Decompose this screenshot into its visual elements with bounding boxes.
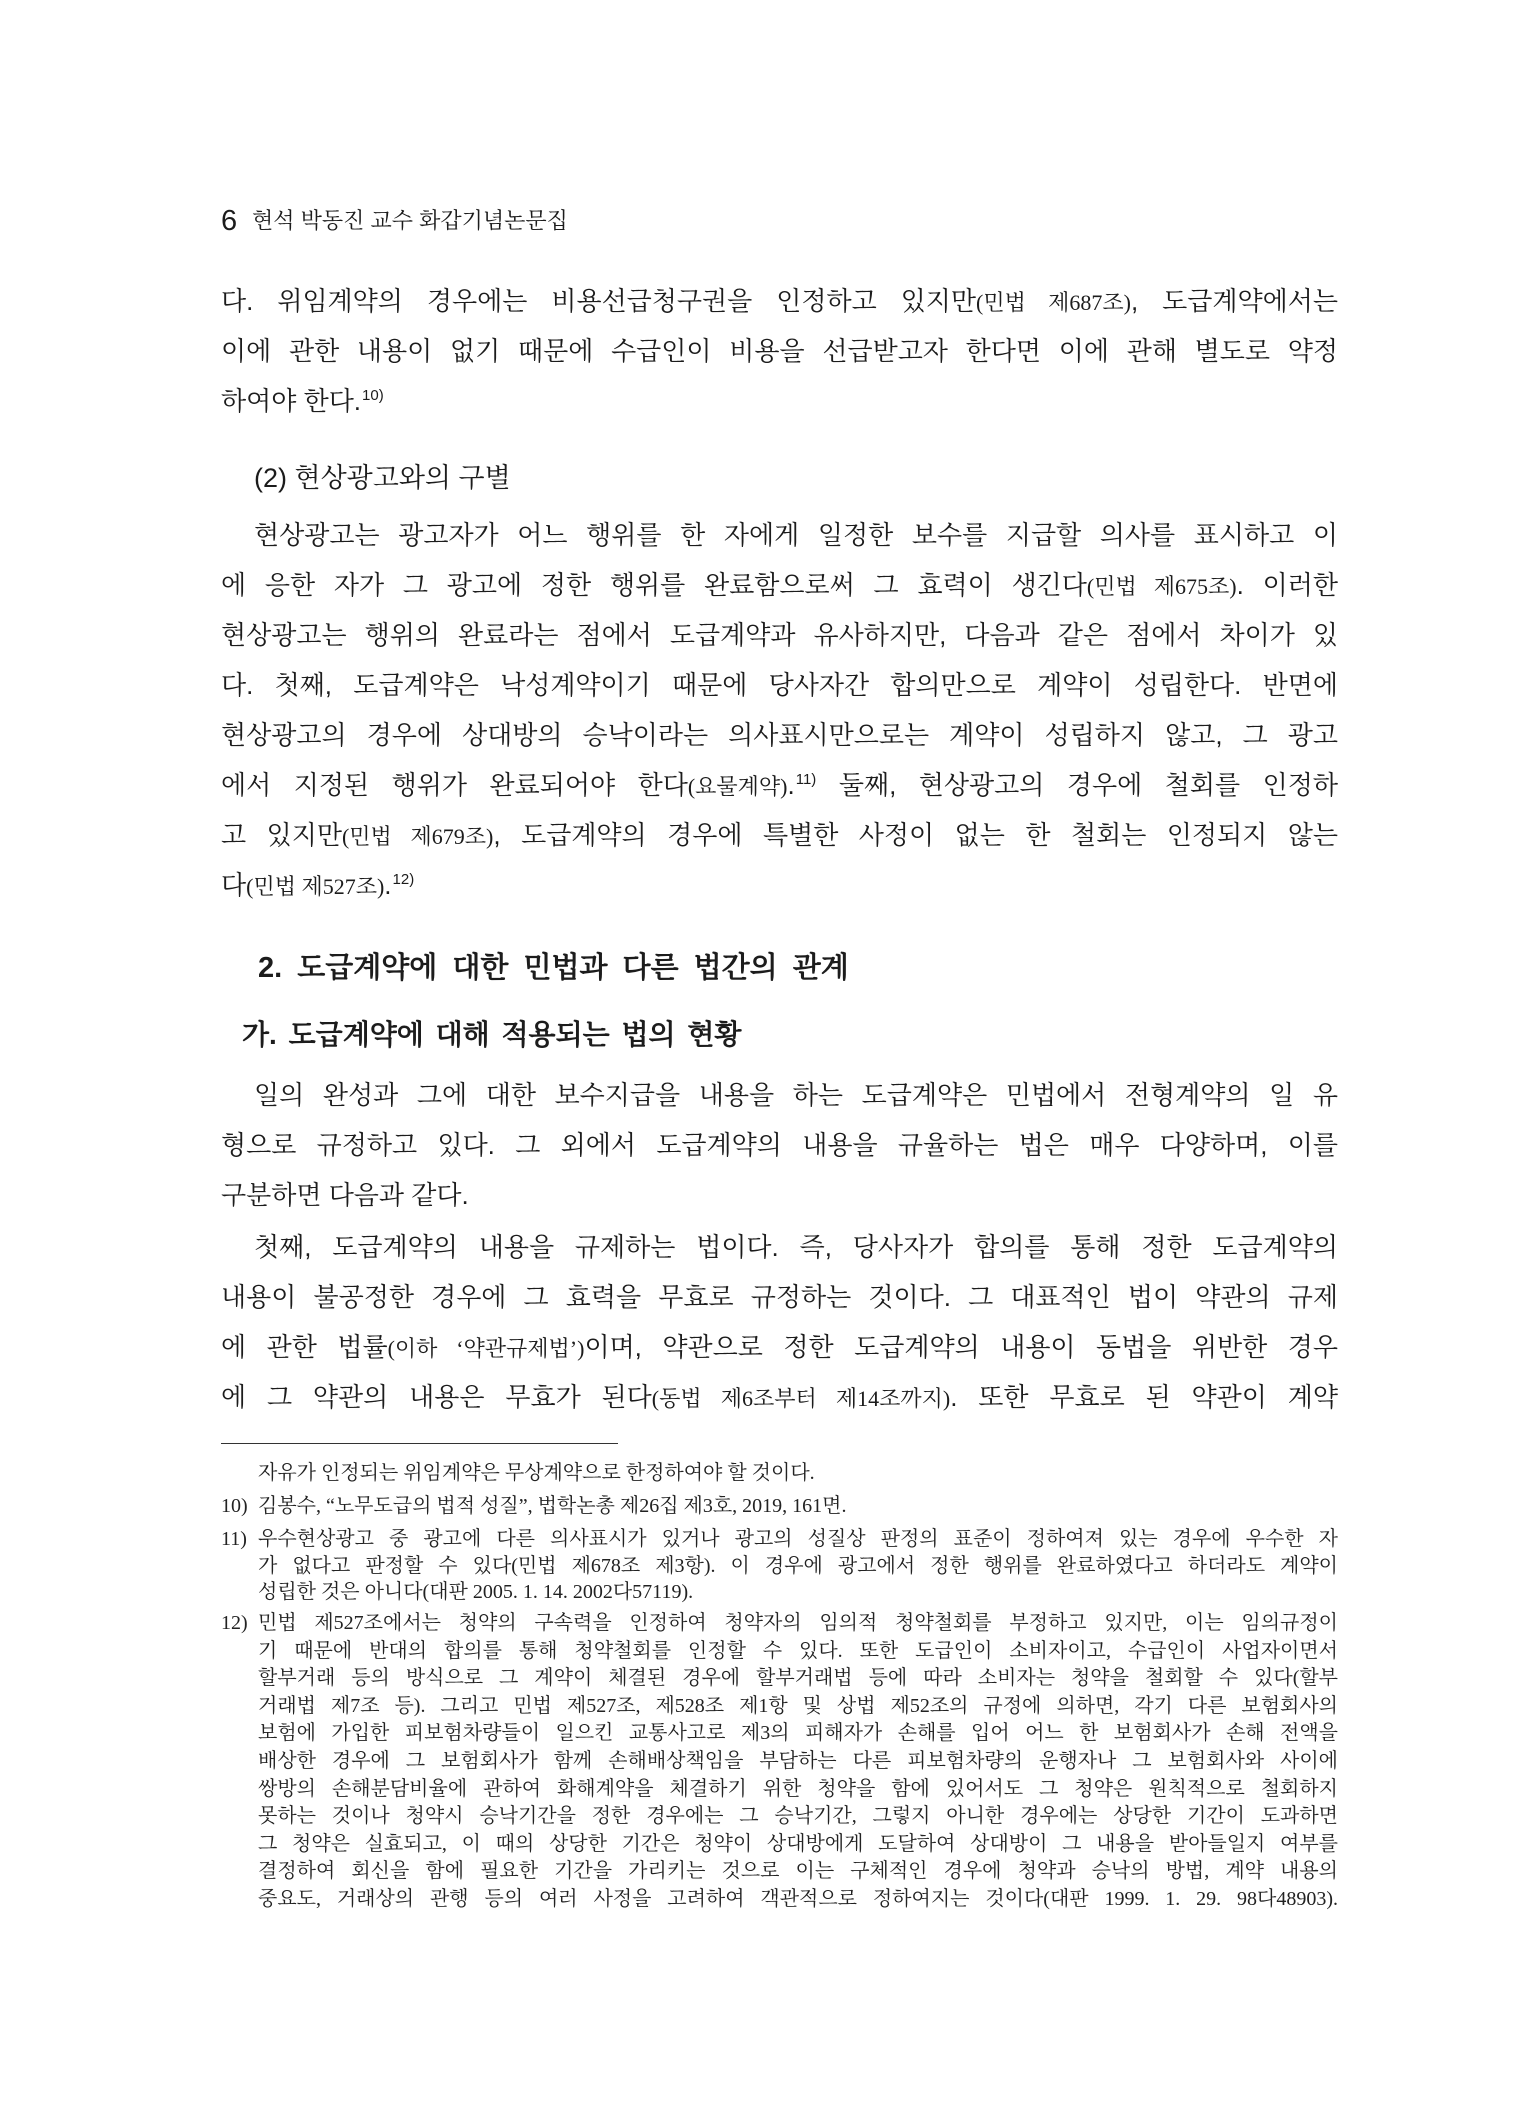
footnote-line: 가 없다고 판정할 수 있다(민법 제678조 제3항). 이 경우에 광고에서 정한 행위를 완료하였다고 하더라도 계약이 <box>258 1554 1338 1577</box>
paragraph-3 <box>221 1070 1338 1220</box>
footnote-line: 성립한 것은 아니다(대판 2005. 1. 14. 2002다57119). <box>258 1581 694 1603</box>
footnote-line: 못하는 것이나 청약시 승낙기간을 정한 경우에는 그 승낙기간, 그렇지 아니한 경우에는 상당한 기간이 도과하면 <box>258 1805 1338 1828</box>
body-line <box>221 860 1338 910</box>
footnote-line: 자유가 인정되는 위임계약은 무상계약으로 한정하여야 할 것이다. <box>258 1462 815 1484</box>
footnote-line: 쌍방의 손해분담비율에 관하여 화해계약을 체결하기 위한 청약을 함에 있어서도 그 청약은 원칙적으로 철회하지 <box>258 1777 1338 1800</box>
body-line <box>221 376 1338 426</box>
text-run: 다. 첫째, 도급계약은 낙성계약이기 때문에 당사자간 합의만으로 계약이 성립한다. 반면에 <box>221 670 1338 700</box>
footnote-line: 김봉수, “노무도급의 법적 성질”, 법학논총 제26집 제3호, 2019, 161면. <box>258 1495 847 1517</box>
text-run: . 이러한 <box>1236 570 1338 600</box>
text-run: 일의 완성과 그에 대한 보수지급을 내용을 하는 도급계약은 민법에서 전형계약의 일 유 <box>254 1080 1338 1110</box>
text-run: , 도급계약의 경우에 특별한 사정이 없는 한 철회는 인정되지 않는 <box>493 820 1338 850</box>
citation: (요물계약) <box>687 774 788 799</box>
footnote-ref: 11) <box>795 771 817 788</box>
body-line <box>221 1322 1338 1372</box>
body-line <box>221 660 1338 710</box>
citation: (이하 ‘약관규제법’) <box>387 1336 585 1361</box>
text-run: 구분하면 다음과 같다. <box>221 1180 469 1210</box>
text-run: 이에 관한 내용이 없기 때문에 수급인이 비용을 선급받고자 한다면 이에 관해 별도로 약정 <box>221 336 1338 366</box>
subsection-heading: 가. 도급계약에 대해 적용되는 법의 현황 <box>242 1019 742 1050</box>
text-run: 이며, 약관으로 정한 도급계약의 내용이 동법을 위반한 경우 <box>584 1332 1338 1362</box>
text-run: 둘째, 현상광고의 경우에 철회를 인정하 <box>816 770 1338 800</box>
subheading-2: (2) 현상광고와의 구별 <box>254 463 511 493</box>
text-run: 하여야 한다. <box>221 386 362 416</box>
footnote-line: 보험에 가입한 피보험차량들이 일으킨 교통사고로 제3의 피해자가 손해를 입어 어느 한 보험회사가 손해 전액을 <box>258 1722 1338 1745</box>
body-line <box>221 1070 1338 1120</box>
footnote-12 <box>221 1610 1338 1914</box>
text-run: 에 관한 법률 <box>221 1332 388 1362</box>
footnote-separator <box>221 1443 618 1444</box>
running-header-title: 현석 박동진 교수 화갑기념논문집 <box>252 208 568 233</box>
footnote-line: 거래법 제7조 등). 그리고 민법 제527조, 제528조 제1항 및 상법 제52조의 규정에 의하면, 각기 다른 보험회사의 <box>258 1694 1338 1717</box>
section-heading: 2. 도급계약에 대한 민법과 다른 법간의 관계 <box>258 952 849 984</box>
footnote-line: 그 청약은 실효되고, 이 때의 상당한 기간은 청약이 상대방에게 도달하여 상대방이 그 내용을 받아들일지 여부를 <box>258 1832 1338 1855</box>
text-run: 내용이 불공정한 경우에 그 효력을 무효로 규정하는 것이다. 그 대표적인 법이 약관의 규제 <box>221 1282 1338 1312</box>
text-run: 현상광고는 광고자가 어느 행위를 한 자에게 일정한 보수를 지급할 의사를 표시하고 이 <box>254 520 1338 550</box>
body-line <box>221 1222 1338 1272</box>
paragraph-1 <box>221 276 1338 426</box>
footnote-continued <box>221 1460 1338 1487</box>
footnote-line: 우수현상광고 중 광고에 다른 의사표시가 있거나 광고의 성질상 판정의 표준이 정하여져 있는 경우에 우수한 자 <box>258 1528 1338 1550</box>
text-run: . <box>384 870 392 900</box>
text-run: 현상광고는 행위의 완료라는 점에서 도급계약과 유사하지만, 다음과 같은 점에서 차이가 있 <box>221 620 1338 650</box>
body-line <box>221 610 1338 660</box>
paragraph-2 <box>221 510 1338 910</box>
body-line <box>221 326 1338 376</box>
footnote-10 <box>221 1493 1338 1520</box>
body-line <box>221 810 1338 860</box>
footnote-11 <box>221 1526 1338 1606</box>
footnote-line: 민법 제527조에서는 청약의 구속력을 인정하여 청약자의 임의적 청약철회를 부정하고 있지만, 이는 임의규정이 <box>258 1612 1338 1634</box>
citation: (민법 제675조) <box>1086 574 1237 599</box>
body-line <box>221 510 1338 560</box>
text-run: 에 그 약관의 내용은 무효가 된다 <box>221 1382 652 1412</box>
footnote-line: 기 때문에 반대의 합의를 통해 청약철회를 인정할 수 있다. 또한 도급인이 소비자이고, 수급인이 사업자이면서 <box>258 1639 1338 1662</box>
body-line <box>221 560 1338 610</box>
text-run: 에서 지정된 행위가 완료되어야 한다 <box>221 770 688 800</box>
text-run: . <box>787 770 795 800</box>
citation: (민법 제687조) <box>976 290 1131 315</box>
citation: (민법 제527조) <box>246 874 385 899</box>
text-run: . 또한 무효로 된 약관이 계약 <box>950 1382 1338 1412</box>
paragraph-4 <box>221 1222 1338 1422</box>
body-line <box>221 710 1338 760</box>
body-line <box>221 1272 1338 1322</box>
text-run: 현상광고의 경우에 상대방의 승낙이라는 의사표시만으로는 계약이 성립하지 않고, 그 광고 <box>221 720 1338 750</box>
text-run: 첫째, 도급계약의 내용을 규제하는 법이다. 즉, 당사자가 합의를 통해 정한 도급계약의 <box>254 1232 1338 1262</box>
footnote-number: 12) <box>221 1612 248 1634</box>
body-line <box>221 1120 1338 1170</box>
text-run: 고 있지만 <box>221 820 342 850</box>
footnote-line: 결정하여 회신을 함에 필요한 기간을 가리키는 것으로 이는 구체적인 경우에 청약과 승낙의 방법, 계약 내용의 <box>258 1860 1338 1883</box>
text-run: 형으로 규정하고 있다. 그 외에서 도급계약의 내용을 규율하는 법은 매우 다양하며, 이를 <box>221 1130 1338 1160</box>
footnote-ref: 12) <box>392 871 415 888</box>
body-line <box>221 760 1338 810</box>
text-run: , 도급계약에서는 <box>1130 286 1338 316</box>
body-line <box>221 276 1338 326</box>
text-run: 에 응한 자가 그 광고에 정한 행위를 완료함으로써 그 효력이 생긴다 <box>221 570 1087 600</box>
body-line <box>221 1170 1338 1220</box>
citation: (민법 제679조) <box>341 824 494 849</box>
footnote-ref: 10) <box>362 387 384 404</box>
text-run: 다 <box>221 870 247 900</box>
footnote-number: 11) <box>221 1528 247 1550</box>
body-line <box>221 1372 1338 1422</box>
footnote-line: 할부거래 등의 방식으로 그 계약이 체결된 경우에 할부거래법 등에 따라 소비자는 청약을 철회할 수 있다(할부 <box>258 1667 1338 1690</box>
page-number: 6 <box>221 205 238 237</box>
footnote-line: 배상한 경우에 그 보험회사가 함께 손해배상책임을 부담하는 다른 피보험차량의 운행자나 그 보험회사와 사이에 <box>258 1749 1338 1772</box>
footnote-line: 중요도, 거래상의 관행 등의 여러 사정을 고려하여 객관적으로 정하여지는 것이다(대판 1999. 1. 29. 98다48903). <box>258 1887 1338 1910</box>
citation: (동법 제6조부터 제14조까지) <box>651 1386 951 1411</box>
footnote-number: 10) <box>221 1495 248 1517</box>
text-run: 다. 위임계약의 경우에는 비용선급청구권을 인정하고 있지만 <box>221 286 977 316</box>
